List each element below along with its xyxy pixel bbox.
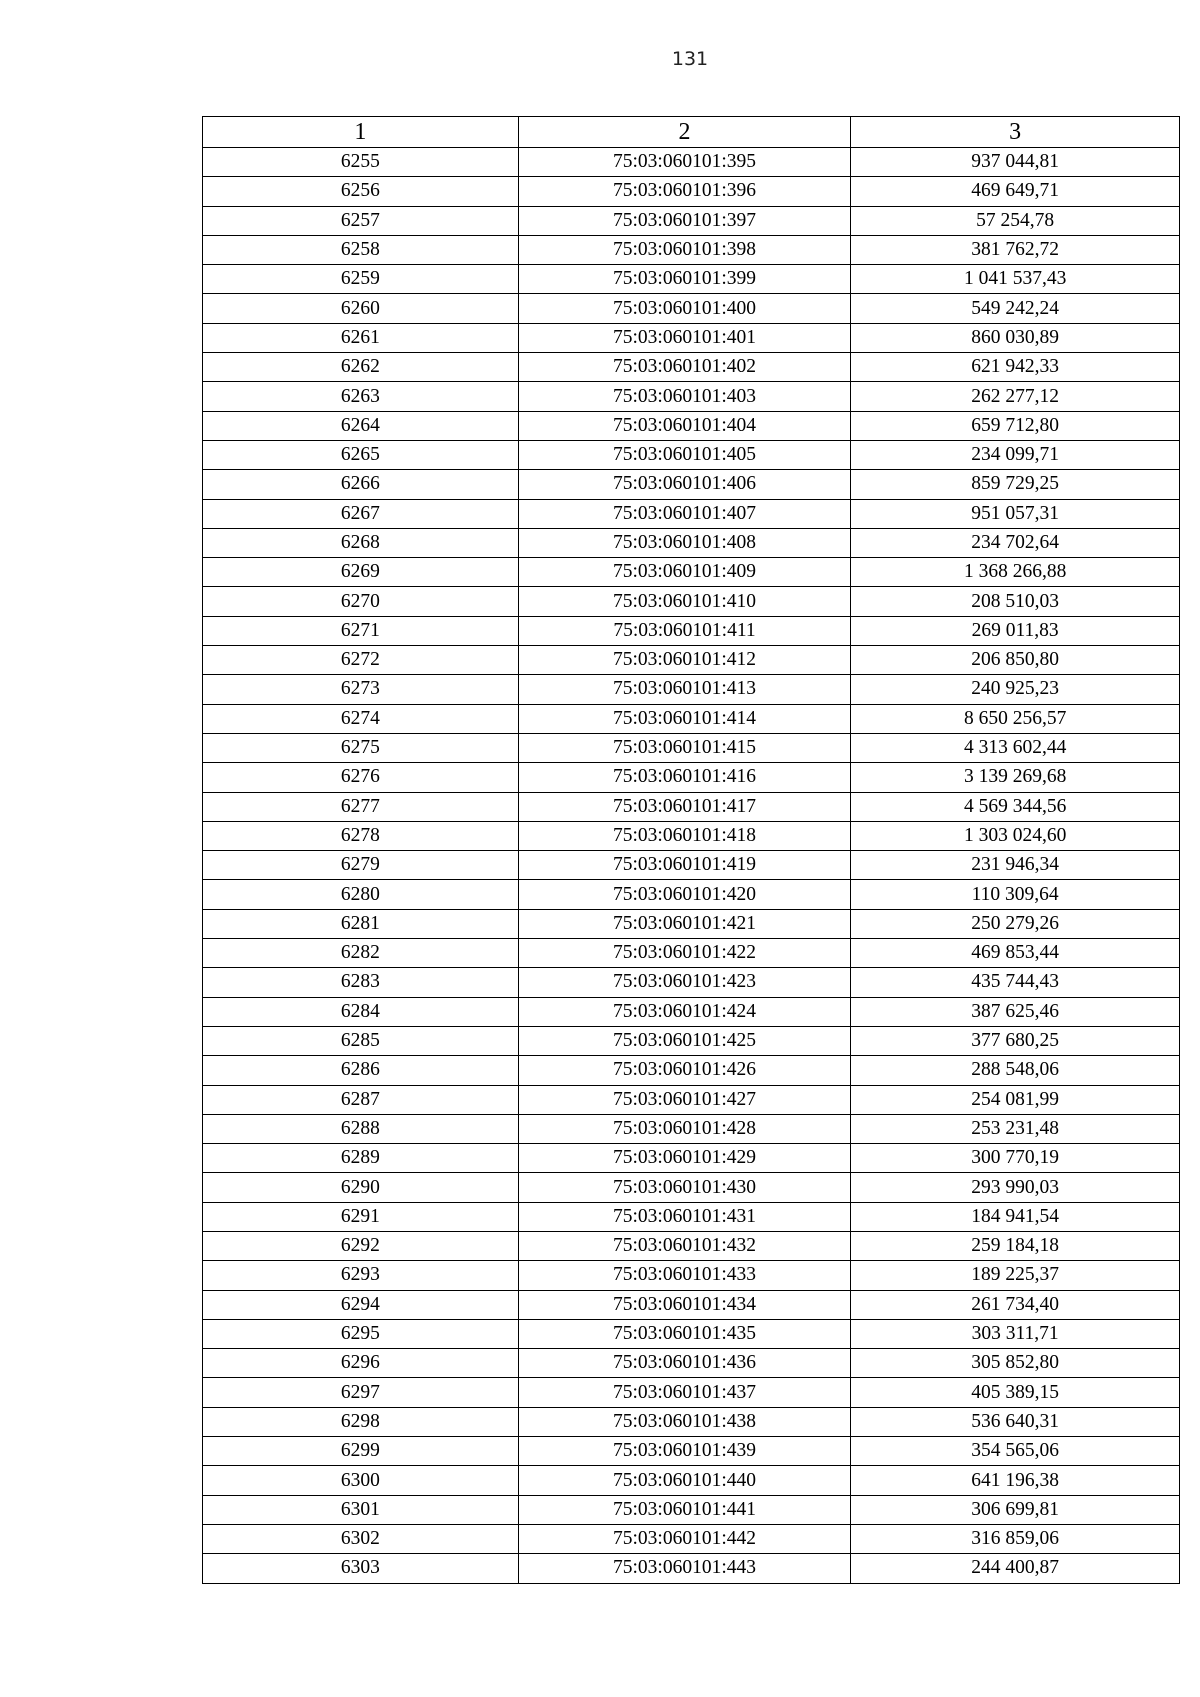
cadastral-number-cell: 75:03:060101:426 <box>518 1056 851 1085</box>
cadastral-number-cell: 75:03:060101:411 <box>518 616 851 645</box>
table-row <box>203 733 1180 762</box>
table-row <box>203 675 1180 704</box>
cadastral-number-cell: 75:03:060101:402 <box>518 353 851 382</box>
cadastral-number-cell: 75:03:060101:403 <box>518 382 851 411</box>
value-cell: 1 041 537,43 <box>851 265 1180 294</box>
cadastral-number-cell: 75:03:060101:434 <box>518 1290 851 1319</box>
value-cell: 234 702,64 <box>851 528 1180 557</box>
table-row <box>203 1407 1180 1436</box>
cadastral-number-cell: 75:03:060101:433 <box>518 1261 851 1290</box>
cadastral-number-cell: 75:03:060101:424 <box>518 997 851 1026</box>
value-cell: 435 744,43 <box>851 968 1180 997</box>
value-cell: 354 565,06 <box>851 1437 1180 1466</box>
value-cell: 300 770,19 <box>851 1144 1180 1173</box>
row-number-cell: 6265 <box>203 440 519 469</box>
value-cell: 405 389,15 <box>851 1378 1180 1407</box>
row-number-cell: 6280 <box>203 880 519 909</box>
row-number-cell: 6299 <box>203 1437 519 1466</box>
value-cell: 240 925,23 <box>851 675 1180 704</box>
table-row <box>203 1554 1180 1583</box>
row-number-cell: 6268 <box>203 528 519 557</box>
value-cell: 387 625,46 <box>851 997 1180 1026</box>
table-row <box>203 909 1180 938</box>
cadastral-number-cell: 75:03:060101:440 <box>518 1466 851 1495</box>
column-header-1: 1 <box>203 117 519 148</box>
value-cell: 4 313 602,44 <box>851 733 1180 762</box>
row-number-cell: 6293 <box>203 1261 519 1290</box>
table-row <box>203 558 1180 587</box>
cadastral-number-cell: 75:03:060101:425 <box>518 1026 851 1055</box>
row-number-cell: 6257 <box>203 206 519 235</box>
table-header <box>203 117 1180 148</box>
value-cell: 1 368 266,88 <box>851 558 1180 587</box>
table-row <box>203 1085 1180 1114</box>
table-row <box>203 1056 1180 1085</box>
value-cell: 377 680,25 <box>851 1026 1180 1055</box>
row-number-cell: 6287 <box>203 1085 519 1114</box>
row-number-cell: 6301 <box>203 1495 519 1524</box>
table-row <box>203 880 1180 909</box>
table-row <box>203 968 1180 997</box>
cadastral-number-cell: 75:03:060101:413 <box>518 675 851 704</box>
cadastral-number-cell: 75:03:060101:417 <box>518 792 851 821</box>
row-number-cell: 6258 <box>203 235 519 264</box>
cadastral-number-cell: 75:03:060101:421 <box>518 909 851 938</box>
table-row <box>203 470 1180 499</box>
cadastral-number-cell: 75:03:060101:408 <box>518 528 851 557</box>
row-number-cell: 6290 <box>203 1173 519 1202</box>
cadastral-number-cell: 75:03:060101:405 <box>518 440 851 469</box>
cadastral-number-cell: 75:03:060101:410 <box>518 587 851 616</box>
cadastral-number-cell: 75:03:060101:398 <box>518 235 851 264</box>
table-row <box>203 1026 1180 1055</box>
table-row <box>203 1378 1180 1407</box>
table-row <box>203 148 1180 177</box>
cadastral-number-cell: 75:03:060101:415 <box>518 733 851 762</box>
row-number-cell: 6256 <box>203 177 519 206</box>
row-number-cell: 6282 <box>203 939 519 968</box>
cadastral-number-cell: 75:03:060101:397 <box>518 206 851 235</box>
value-cell: 860 030,89 <box>851 323 1180 352</box>
table-row <box>203 646 1180 675</box>
table-row <box>203 616 1180 645</box>
value-cell: 641 196,38 <box>851 1466 1180 1495</box>
row-number-cell: 6266 <box>203 470 519 499</box>
value-cell: 305 852,80 <box>851 1349 1180 1378</box>
value-cell: 231 946,34 <box>851 851 1180 880</box>
cadastral-number-cell: 75:03:060101:422 <box>518 939 851 968</box>
cadastral-number-cell: 75:03:060101:443 <box>518 1554 851 1583</box>
value-cell: 184 941,54 <box>851 1202 1180 1231</box>
table-row <box>203 265 1180 294</box>
row-number-cell: 6261 <box>203 323 519 352</box>
cadastral-number-cell: 75:03:060101:441 <box>518 1495 851 1524</box>
table-row <box>203 323 1180 352</box>
row-number-cell: 6281 <box>203 909 519 938</box>
row-number-cell: 6286 <box>203 1056 519 1085</box>
cadastral-number-cell: 75:03:060101:407 <box>518 499 851 528</box>
value-cell: 110 309,64 <box>851 880 1180 909</box>
row-number-cell: 6262 <box>203 353 519 382</box>
table-row <box>203 1290 1180 1319</box>
value-cell: 261 734,40 <box>851 1290 1180 1319</box>
value-cell: 254 081,99 <box>851 1085 1180 1114</box>
cadastral-number-cell: 75:03:060101:414 <box>518 704 851 733</box>
cadastral-number-cell: 75:03:060101:400 <box>518 294 851 323</box>
value-cell: 303 311,71 <box>851 1319 1180 1348</box>
value-cell: 536 640,31 <box>851 1407 1180 1436</box>
table-row <box>203 440 1180 469</box>
value-cell: 4 569 344,56 <box>851 792 1180 821</box>
table-row <box>203 1437 1180 1466</box>
table-row <box>203 235 1180 264</box>
value-cell: 1 303 024,60 <box>851 821 1180 850</box>
cadastral-number-cell: 75:03:060101:431 <box>518 1202 851 1231</box>
row-number-cell: 6288 <box>203 1114 519 1143</box>
cadastral-number-cell: 75:03:060101:442 <box>518 1524 851 1553</box>
value-cell: 262 277,12 <box>851 382 1180 411</box>
table-row <box>203 499 1180 528</box>
row-number-cell: 6297 <box>203 1378 519 1407</box>
row-number-cell: 6270 <box>203 587 519 616</box>
table-row <box>203 1144 1180 1173</box>
cadastral-number-cell: 75:03:060101:418 <box>518 821 851 850</box>
cadastral-number-cell: 75:03:060101:419 <box>518 851 851 880</box>
value-cell: 549 242,24 <box>851 294 1180 323</box>
value-cell: 259 184,18 <box>851 1231 1180 1260</box>
table-body <box>203 148 1180 1584</box>
value-cell: 3 139 269,68 <box>851 763 1180 792</box>
row-number-cell: 6302 <box>203 1524 519 1553</box>
cadastral-number-cell: 75:03:060101:423 <box>518 968 851 997</box>
cadastral-number-cell: 75:03:060101:430 <box>518 1173 851 1202</box>
value-cell: 288 548,06 <box>851 1056 1180 1085</box>
cadastral-number-cell: 75:03:060101:406 <box>518 470 851 499</box>
value-cell: 659 712,80 <box>851 411 1180 440</box>
row-number-cell: 6292 <box>203 1231 519 1260</box>
cadastral-number-cell: 75:03:060101:428 <box>518 1114 851 1143</box>
row-number-cell: 6285 <box>203 1026 519 1055</box>
table-row <box>203 1495 1180 1524</box>
cadastral-number-cell: 75:03:060101:439 <box>518 1437 851 1466</box>
row-number-cell: 6300 <box>203 1466 519 1495</box>
row-number-cell: 6272 <box>203 646 519 675</box>
value-cell: 469 853,44 <box>851 939 1180 968</box>
value-cell: 469 649,71 <box>851 177 1180 206</box>
cadastral-number-cell: 75:03:060101:436 <box>518 1349 851 1378</box>
row-number-cell: 6283 <box>203 968 519 997</box>
table-row <box>203 851 1180 880</box>
cadastral-number-cell: 75:03:060101:412 <box>518 646 851 675</box>
value-cell: 244 400,87 <box>851 1554 1180 1583</box>
table-row <box>203 792 1180 821</box>
value-cell: 269 011,83 <box>851 616 1180 645</box>
row-number-cell: 6289 <box>203 1144 519 1173</box>
row-number-cell: 6303 <box>203 1554 519 1583</box>
value-cell: 189 225,37 <box>851 1261 1180 1290</box>
value-cell: 8 650 256,57 <box>851 704 1180 733</box>
table-row <box>203 763 1180 792</box>
value-cell: 859 729,25 <box>851 470 1180 499</box>
cadastral-number-cell: 75:03:060101:395 <box>518 148 851 177</box>
row-number-cell: 6278 <box>203 821 519 850</box>
cadastral-number-cell: 75:03:060101:409 <box>518 558 851 587</box>
table-row <box>203 1349 1180 1378</box>
cadastral-number-cell: 75:03:060101:396 <box>518 177 851 206</box>
value-cell: 208 510,03 <box>851 587 1180 616</box>
value-cell: 306 699,81 <box>851 1495 1180 1524</box>
table-row <box>203 1319 1180 1348</box>
row-number-cell: 6271 <box>203 616 519 645</box>
table-row <box>203 382 1180 411</box>
row-number-cell: 6275 <box>203 733 519 762</box>
value-cell: 316 859,06 <box>851 1524 1180 1553</box>
cadastral-number-cell: 75:03:060101:432 <box>518 1231 851 1260</box>
row-number-cell: 6260 <box>203 294 519 323</box>
value-cell: 234 099,71 <box>851 440 1180 469</box>
row-number-cell: 6298 <box>203 1407 519 1436</box>
table-row <box>203 997 1180 1026</box>
table-row <box>203 939 1180 968</box>
row-number-cell: 6277 <box>203 792 519 821</box>
cadastral-number-cell: 75:03:060101:416 <box>518 763 851 792</box>
value-cell: 57 254,78 <box>851 206 1180 235</box>
table-row <box>203 177 1180 206</box>
table-row <box>203 1202 1180 1231</box>
table-row <box>203 1524 1180 1553</box>
row-number-cell: 6263 <box>203 382 519 411</box>
header-row <box>203 117 1180 148</box>
cadastral-number-cell: 75:03:060101:399 <box>518 265 851 294</box>
row-number-cell: 6255 <box>203 148 519 177</box>
table-row <box>203 1173 1180 1202</box>
row-number-cell: 6279 <box>203 851 519 880</box>
row-number-cell: 6294 <box>203 1290 519 1319</box>
table-row <box>203 294 1180 323</box>
table-row <box>203 704 1180 733</box>
value-cell: 621 942,33 <box>851 353 1180 382</box>
table-row <box>203 1231 1180 1260</box>
row-number-cell: 6284 <box>203 997 519 1026</box>
row-number-cell: 6295 <box>203 1319 519 1348</box>
table-row <box>203 206 1180 235</box>
value-cell: 293 990,03 <box>851 1173 1180 1202</box>
value-cell: 206 850,80 <box>851 646 1180 675</box>
table-row <box>203 1114 1180 1143</box>
row-number-cell: 6291 <box>203 1202 519 1231</box>
cadastral-number-cell: 75:03:060101:401 <box>518 323 851 352</box>
row-number-cell: 6273 <box>203 675 519 704</box>
data-table <box>202 116 1180 1584</box>
cadastral-number-cell: 75:03:060101:404 <box>518 411 851 440</box>
cadastral-number-cell: 75:03:060101:437 <box>518 1378 851 1407</box>
table-row <box>203 353 1180 382</box>
column-header-2: 2 <box>518 117 851 148</box>
row-number-cell: 6276 <box>203 763 519 792</box>
value-cell: 381 762,72 <box>851 235 1180 264</box>
column-header-3: 3 <box>851 117 1180 148</box>
cadastral-number-cell: 75:03:060101:429 <box>518 1144 851 1173</box>
value-cell: 937 044,81 <box>851 148 1180 177</box>
value-cell: 253 231,48 <box>851 1114 1180 1143</box>
table-row <box>203 528 1180 557</box>
table-row <box>203 587 1180 616</box>
cadastral-number-cell: 75:03:060101:427 <box>518 1085 851 1114</box>
row-number-cell: 6267 <box>203 499 519 528</box>
cadastral-number-cell: 75:03:060101:438 <box>518 1407 851 1436</box>
table-row <box>203 821 1180 850</box>
table-row <box>203 1261 1180 1290</box>
value-cell: 250 279,26 <box>851 909 1180 938</box>
row-number-cell: 6274 <box>203 704 519 733</box>
value-cell: 951 057,31 <box>851 499 1180 528</box>
table-row <box>203 1466 1180 1495</box>
page-number: 131 <box>671 48 709 70</box>
row-number-cell: 6296 <box>203 1349 519 1378</box>
row-number-cell: 6264 <box>203 411 519 440</box>
row-number-cell: 6259 <box>203 265 519 294</box>
cadastral-number-cell: 75:03:060101:420 <box>518 880 851 909</box>
table-row <box>203 411 1180 440</box>
cadastral-number-cell: 75:03:060101:435 <box>518 1319 851 1348</box>
row-number-cell: 6269 <box>203 558 519 587</box>
